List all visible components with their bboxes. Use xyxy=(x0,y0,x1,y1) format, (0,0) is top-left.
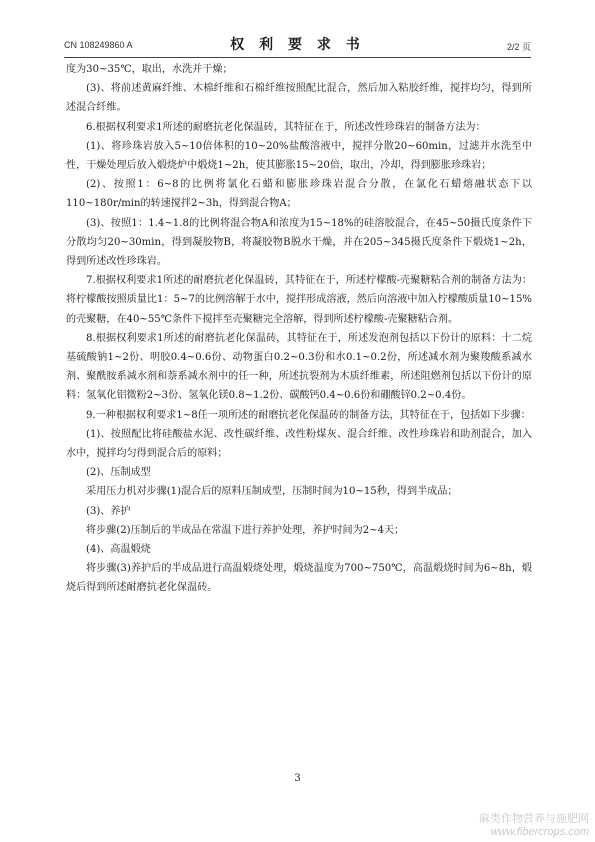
claim-paragraph: (3)、按照1：1.4~1.8的比例将混合物A和浓度为15~18%的硅溶胶混合，在45~50摄氏度条件下分散均匀20~30min，得到凝胶物B，将凝胶物B脱水干燥，并在205~345摄氏度条件下煅烧1~2h，得到所述改性珍珠岩。 xyxy=(66,217,532,268)
claim-paragraph: 将步骤(3)养护后的半成品进行高温煅烧处理，煅烧温度为700~750℃，高温煅烧时间为6~8h，煅烧后得到所述耐磨抗老化保温砖。 xyxy=(66,563,532,594)
publication-number: CN 108249860 A xyxy=(64,40,133,50)
watermark-url: www.fibercrops.com xyxy=(490,826,589,838)
site-watermark xyxy=(479,813,589,839)
watermark-site-name: 麻类作物营养与施肥网 xyxy=(479,813,589,825)
claim-paragraph: (3)、将前述黄麻纤维、木棉纤维和石棉纤维按照配比混合，然后加入粘胶纤维，搅拌均匀，得到所述混合纤维。 xyxy=(66,83,532,114)
claim-paragraph: 9.一种根据权利要求1~8任一项所述的耐磨抗老化保温砖的制备方法，其特征在于，包括如下步骤： xyxy=(86,409,531,421)
claim-paragraph: (1)、将珍珠岩放入5~10倍体积的10~20%盐酸溶液中，搅拌分散20~60min，过滤并水洗至中性，干燥处理后放入煅烧炉中煅烧1~2h，使其膨胀15~20倍，取出，冷却，得到膨胀珍珠岩； xyxy=(66,140,532,172)
claim-paragraph: 度为30~35℃，取出，水洗并干燥； xyxy=(66,64,233,75)
step-heading: (3)、养护 xyxy=(86,505,131,517)
claim-paragraph: 将步骤(2)压制后的半成品在常温下进行养护处理，养护时间为2~4天； xyxy=(86,524,405,536)
document-title: 权 利 要 求 书 xyxy=(230,37,365,53)
step-heading: (2)、压制成型 xyxy=(86,467,151,479)
claims-body xyxy=(66,60,532,598)
claim-paragraph: 8.根据权利要求1所述的耐磨抗老化保温砖，其特征在于，所述发泡剂包括以下份计的原料：十二烷基硫酸钠1~2份、明胶0.4~0.6份、动物蛋白0.2~0.3份和水0.1~0.2份，所述减水剂为聚羧酸系减水剂、聚酰胺系减水剂和萘系减水剂中的任一种，所述抗裂剂为木质纤维素，所述阻燃剂包括以下份计的原料：氢氧化铝微粉2~3份、氢氧化镁0.8~1.2份、碳酸钙0.4~0.6份和硼酸锌0.2~0.4份。 xyxy=(66,332,532,402)
step-heading: (4)、高温煅烧 xyxy=(86,544,151,556)
claim-paragraph: 7.根据权利要求1所述的耐磨抗老化保温砖，其特征在于，所述柠檬酸-壳聚糖粘合剂的制备方法为：将柠檬酸按照质量比1：5~7的比例溶解于水中，搅拌形成溶液，然后向溶液中加入柠檬酸质量10~15%的壳聚糖，在40~55℃条件下搅拌至壳聚糖完全溶解，得到所述柠檬酸-壳聚糖粘合剂。 xyxy=(66,275,532,325)
header-rule xyxy=(64,57,531,58)
page-indicator: 2/2 页 xyxy=(506,42,531,52)
page-number: 3 xyxy=(294,773,301,784)
claim-paragraph: (1)、按照配比将硅酸盐水泥、改性碳纤维、改性粉煤灰、混合纤维、改性珍珠岩和助剂混合，加入水中，搅拌均匀得到混合后的原料； xyxy=(66,428,532,460)
claim-paragraph: (2)、按照1：6~8的比例将氯化石蜡和膨胀珍珠岩混合分散，在氯化石蜡熔融状态下以110~180r/min的转速搅拌2~3h，得到混合物A； xyxy=(66,179,532,210)
claim-paragraph: 6.根据权利要求1所述的耐磨抗老化保温砖，其特征在于，所述改性珍珠岩的制备方法为： xyxy=(86,121,486,133)
claim-paragraph: 采用压力机对步骤(1)混合后的原料压制成型，压制时间为10~15秒，得到半成品； xyxy=(86,486,458,498)
page-header xyxy=(64,34,531,56)
